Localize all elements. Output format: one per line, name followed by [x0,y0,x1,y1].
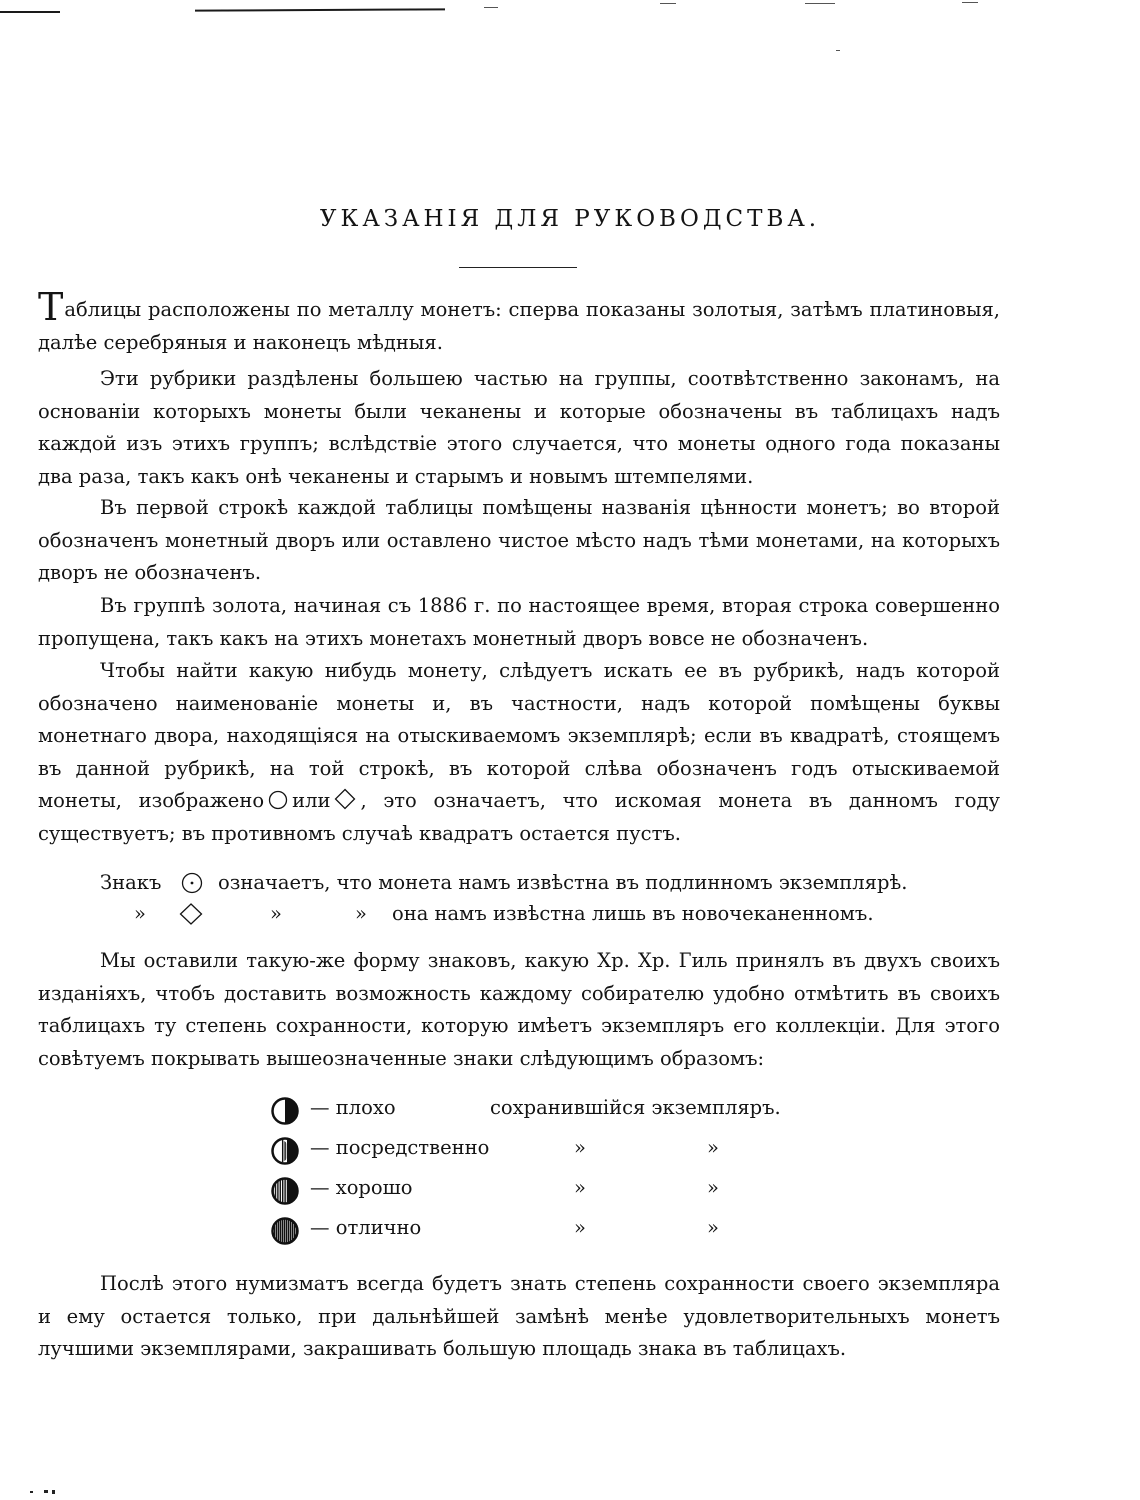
scan-artifact-dot [836,50,840,51]
diamond-sign-icon [178,902,204,926]
paragraph-3 [38,492,1000,590]
paragraph-7 [38,1268,1000,1366]
drop-cap: Т [38,285,64,329]
ditto-mark: » [355,902,367,925]
title-divider [459,267,577,268]
paragraph-4-text: Въ группѣ золота, начиная съ 1886 г. по настоящее время, вторая строка совершенно пропущена, такъ какъ на этихъ монетахъ монетный дворъ вовсе не обозначенъ. [38,594,1000,650]
scan-artifact-line [660,3,676,4]
sign-legend-diamond-text: она намъ извѣстна лишь въ новочеканенномъ. [392,902,874,925]
scan-artifact-line [962,2,978,3]
ditto-mark: » [574,1176,586,1199]
paragraph-1-text: аблицы расположены по металлу монетъ: сперва показаны золотыя, затѣмъ платиновыя, далѣе серебряныя и наконецъ мѣдныя. [38,298,1000,354]
ditto-mark: » [270,902,282,925]
circle-sign-icon [268,790,288,810]
scan-artifact-line [195,8,445,11]
paragraph-2-text: Эти рубрики раздѣлены большею частью на группы, соотвѣтственно законамъ, на основаніи которыхъ монеты были чеканены и которые обозначены въ таблицахъ надъ каждой изъ этихъ группъ; вслѣдствіе этого случается, что монеты одного года показаны два раза, такъ какъ онѣ чеканены и старымъ и новымъ штемпелями. [38,367,1000,488]
quality-label-mediocre: — посредственно [310,1136,490,1159]
two-thirds-filled-circle-icon [270,1136,300,1166]
sign-legend-row-circle [0,868,1140,900]
fully-filled-circle-icon [270,1216,300,1246]
paragraph-5-text-a: Чтобы найти какую нибудь монету, слѣдуетъ искать ее въ рубрикѣ, надъ которой обозначено наименованіе монеты и, въ частности, надъ которой помѣщены буквы монетнаго двора, находящіяся на отыскиваемомъ экземплярѣ; если въ квадратѣ, стоящемъ въ данной рубрикѣ, на той строкѣ, въ которой слѣва обозначенъ годъ отыскиваемой монеты, изображено [38,659,1000,813]
scan-artifact-mark [30,1490,76,1494]
quality-row-mediocre [270,1133,830,1167]
paragraph-6-text: Мы оставили такую-же форму знаковъ, какую Хр. Хр. Гиль принялъ въ двухъ своихъ изданіяхъ, чтобъ доставить возможность каждому собирателю удобно отмѣтить въ своихъ таблицахъ ту степень сохранности, которую имѣетъ экземпляръ его коллекціи. Для этого совѣтуемъ покрывать вышеозначенные знаки слѣдующимъ образомъ: [38,949,1000,1070]
quality-row-excellent [270,1213,830,1247]
sign-legend-row-diamond [0,899,1140,931]
paragraph-6 [38,945,1000,1075]
sign-legend-prefix: Знакъ [100,871,162,894]
quality-row-good [270,1173,830,1207]
dotted-circle-sign-icon [181,872,203,894]
paragraph-1 [38,285,1000,359]
quality-suffix: сохранившійся экземпляръ. [490,1096,781,1119]
quality-row-poor [270,1093,830,1127]
ditto-mark: » [574,1136,586,1159]
quality-label-good: — хорошо [310,1176,413,1199]
mostly-filled-circle-icon [270,1176,300,1206]
ditto-mark: » [707,1176,719,1199]
ditto-mark: » [707,1216,719,1239]
scan-artifact-line [805,3,835,4]
diamond-sign-icon [334,788,356,810]
paragraph-2 [38,363,1000,493]
paragraph-3-text: Въ первой строкѣ каждой таблицы помѣщены названія цѣнности монетъ; во второй обозначенъ монетный дворъ или оставлено чистое мѣсто надъ тѣми монетами, на которыхъ дворъ не обозначенъ. [38,496,1000,585]
paragraph-7-text: Послѣ этого нумизматъ всегда будетъ знать степень сохранности своего экземпляра и ему остается только, при дальнѣйшей замѣнѣ менѣе удовлетворительныхъ монетъ лучшими экземплярами, закрашивать большую площадь знака въ таблицахъ. [38,1272,1000,1361]
page-title: УКАЗАНІЯ ДЛЯ РУКОВОДСТВА. [319,206,821,232]
quality-label-poor: — плохо [310,1096,396,1119]
ditto-mark: » [574,1216,586,1239]
sign-legend-circle-text: означаетъ, что монета намъ извѣстна въ подлинномъ экземплярѣ. [218,871,908,894]
scan-artifact-line [484,7,498,8]
paragraph-5-or: или [292,789,331,813]
ditto-mark: » [134,902,146,925]
paragraph-4 [38,590,1000,655]
half-filled-circle-icon [270,1096,300,1126]
paragraph-5 [38,655,1000,851]
scan-artifact-line [0,11,60,13]
quality-label-excellent: — отлично [310,1216,422,1239]
paragraph-5-text-b: , это означаетъ, что искомая монета въ данномъ году существуетъ; въ противномъ случаѣ квадратъ остается пустъ. [38,789,1000,845]
ditto-mark: » [707,1136,719,1159]
